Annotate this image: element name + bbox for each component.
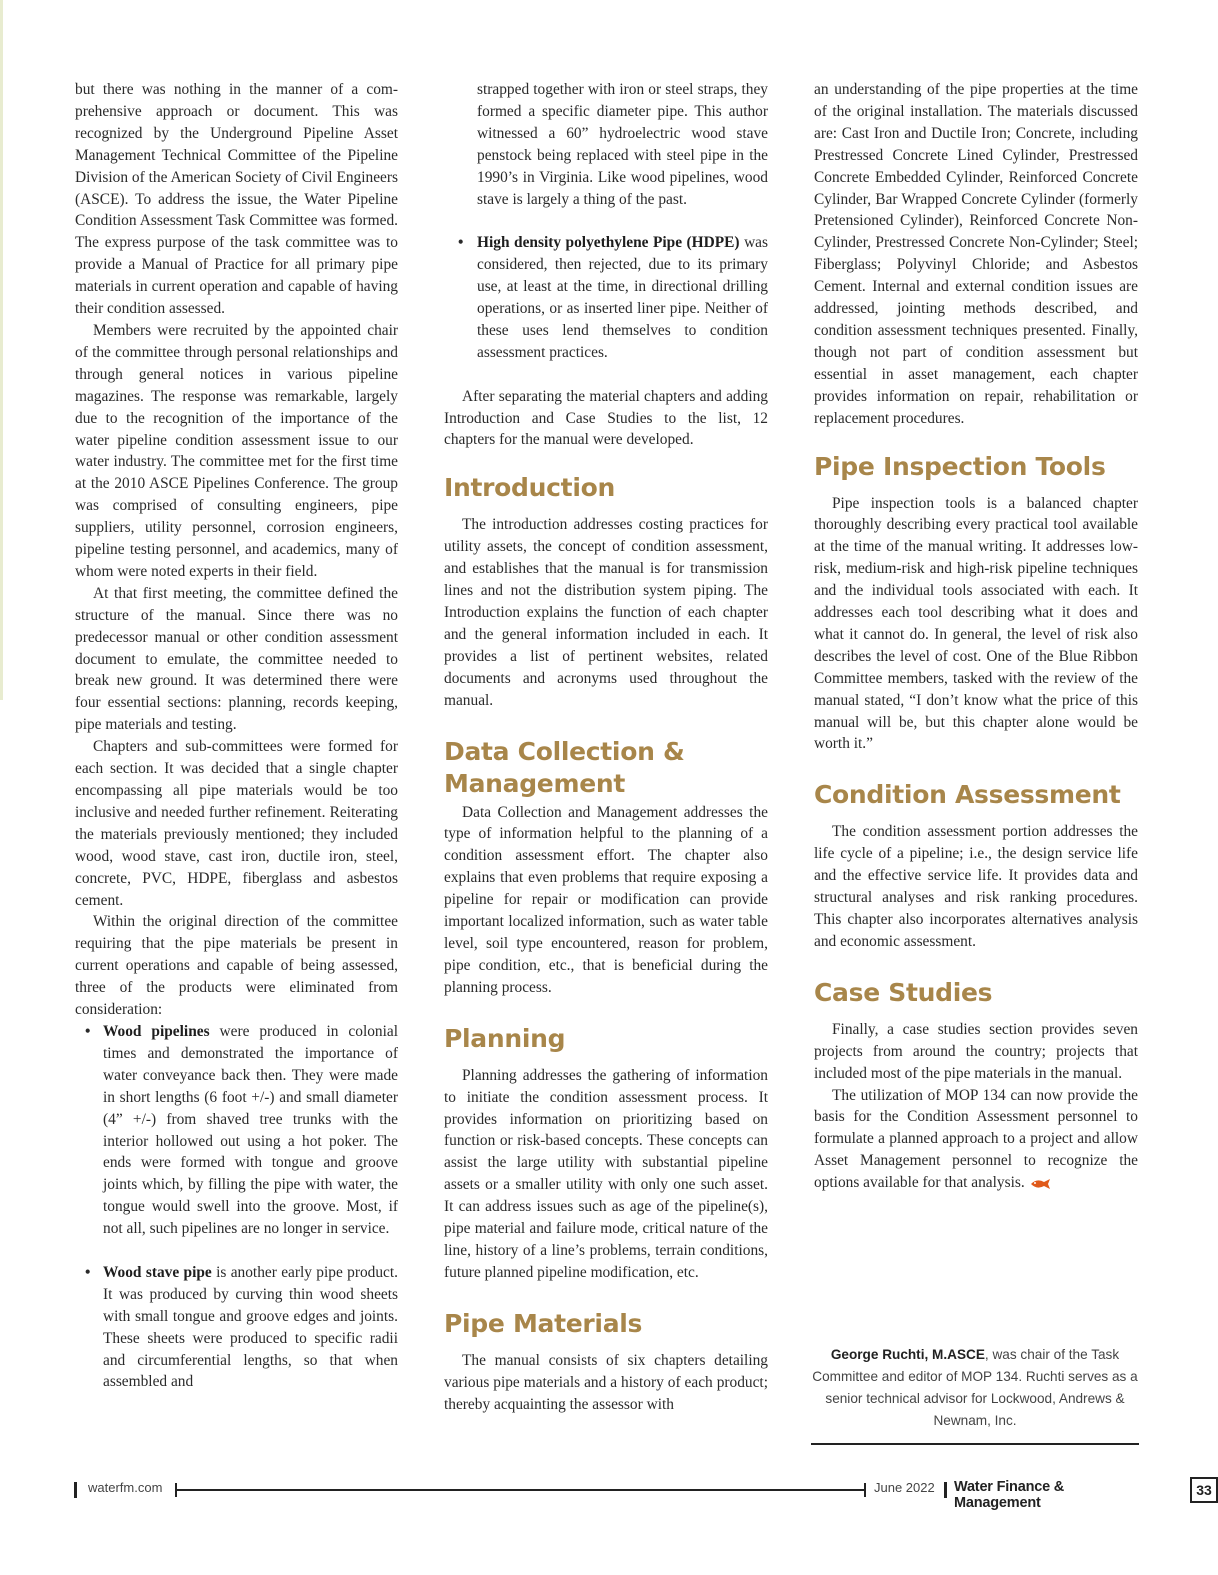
section-heading-planning: Planning <box>444 1023 566 1053</box>
list-item <box>75 1262 398 1393</box>
author-bio-text: , was chair of the Task Committee and editor of MOP 134. Ruchti serves as a senior technical advisor for Lockwood, Andrews & Newnam, Inc. <box>812 1347 1138 1428</box>
eliminated-materials-list-continued <box>448 79 768 364</box>
article-column-1 <box>75 79 398 1393</box>
footer-rule <box>175 1489 865 1491</box>
list-item-text: was considered, then rejected, due to its primary use, at least at the time, in directional drilling operations, or as inserted liner pipe. Neither of these uses lend themselves to condition assessment practices. <box>477 234 768 361</box>
body-paragraph: Chapters and sub-committees were formed for each section. It was decided that a single chapter encompassing all pipe materials would be too inclusive and needed further refinement. Reiterating the materials previously mentioned; they included wood, wood stave, cast iron, ductile iron, steel, concrete, PVC, HDPE, fiberglass and asbestos cement. <box>75 738 398 909</box>
heading-line: Management <box>444 768 626 798</box>
section-heading-pipe-inspection-tools: Pipe Inspection Tools <box>814 451 1106 481</box>
body-paragraph: but there was nothing in the manner of a comprehensive approach or document. This was recognized by the Underground Pipeline Asset Management Technical Committee of the Pipeline Division of the American Society of Civil Engineers (ASCE). To address the issue, the Water Pipeline Condition Assessment Task Committee was formed. The express purpose of the task committee was to provide a Manual of Practice for all primary pipe materials in current operation and capable of having their condition assessed. <box>75 81 398 318</box>
body-paragraph <box>814 1085 1138 1195</box>
body-paragraph: Finally, a case studies section provides seven projects from around the country; projects that included most of the pipe materials in the manual. <box>814 1020 1138 1082</box>
list-item-text: strapped together with iron or steel straps, they formed a specific diameter pipe. This author witnessed a 60” hydroelectric wood stave penstock being replaced with steel pipe in the 1990’s in Virginia. Like wood pipelines, wood stave is largely a thing of the past. <box>477 81 768 208</box>
list-item-text: is another early pipe product. It was produced by curving thin wood sheets with small tongue and groove edges and joints. These sheets were produced to specific radii and circumferential lengths, so that when assembled and <box>103 1263 398 1391</box>
body-paragraph: Planning addresses the gathering of information to initiate the condition assessment process. It provides information on prioritizing based on function or risk-based concepts. These concepts can assist the large utility with substantial pipeline assets or a smaller utility with only one such asset. It can address issues such as age of the pipeline(s), pipe material and failure mode, critical nature of the line, history of a line’s problems, terrain conditions, future planned pipeline modification, etc. <box>444 1066 768 1281</box>
footer-divider <box>944 1482 947 1498</box>
footer-site-link[interactable]: waterfm.com <box>88 1480 163 1495</box>
page-edge-accent <box>0 0 3 700</box>
eliminated-materials-list <box>75 1021 398 1393</box>
page-number: 33 <box>1190 1477 1218 1503</box>
list-item-lead: High density polyethylene Pipe (HDPE) <box>477 234 740 252</box>
list-item-continued <box>448 79 768 210</box>
author-bio <box>811 1344 1139 1432</box>
author-name: George Ruchti, M.ASCE <box>830 1347 985 1362</box>
section-heading-data-collection <box>444 736 768 800</box>
closing-text: The utilization of MOP 134 can now provide the basis for the Condition Assessment personnel to formulate a planned approach to a project and allow Asset Management personnel to recognize the options available for that analysis. <box>814 1086 1138 1192</box>
page-footer <box>74 1477 1212 1511</box>
bullet-icon: • <box>85 1022 91 1040</box>
fish-end-mark-icon <box>1029 1178 1051 1190</box>
body-paragraph: Members were recruited by the appointed chair of the committee through personal relationships and through general notices in various pipeline magazines. The response was remarkable, largely due to the recognition of the importance of the water pipeline condition assessment issue to our water industry. The committee met for the first time at the 2010 ASCE Pipelines Conference. The group was comprised of consulting engineers, pipe suppliers, utility personnel, corrosion engineers, pipeline testing personnel, and academics, many of whom were noted experts in their field. <box>75 321 398 580</box>
footer-magazine-title: Water Finance & Management <box>954 1479 1065 1511</box>
list-item-lead: Wood pipelines <box>103 1022 210 1040</box>
body-paragraph: After separating the material chapters and adding Introduction and Case Studies to the list, 12 chapters for the manual were developed. <box>444 387 768 449</box>
body-paragraph: The introduction addresses costing practices for utility assets, the concept of condition assessment, and establishes that the manual is for transmission lines and not the distribution system piping. The Introduction explains the function of each chapter and the general information included in each. It provides a list of pertinent websites, related documents and acronyms used throughout the manual. <box>444 516 768 709</box>
footer-date: June 2022 <box>874 1480 935 1495</box>
section-heading-pipe-materials: Pipe Materials <box>444 1308 643 1338</box>
bullet-icon: • <box>85 1263 91 1281</box>
body-paragraph: Data Collection and Management addresses the type of information helpful to the planning of a condition assessment effort. The chapter also explains that even problems that require exposing a pipeline for repair or modification can provide important localized information, such as water table level, soil type encountered, reason for problem, pipe condition, etc., that is beneficial during the planning process. <box>444 803 768 996</box>
bullet-icon: • <box>458 234 464 252</box>
list-item-lead: Wood stave pipe <box>103 1263 212 1281</box>
body-paragraph: At that first meeting, the committee defined the structure of the manual. Since there was no predecessor manual or other condition assessment document to emulate, the committee needed to break new ground. It was determined there were four essential sections: planning, records keeping, pipe materials and testing. <box>75 584 398 734</box>
heading-line: Data Collection & <box>444 736 685 766</box>
list-item <box>75 1021 398 1240</box>
body-paragraph: an understanding of the pipe properties at the time of the original installation. The materials discussed are: Cast Iron and Ductile Iron; Concrete, including Prestressed Concrete Lined Cylinder, Prestressed Concrete Embedded Cylinder, Reinforced Concrete Cylinder, Bar Wrapped Concrete Cylinder (formerly Pretensioned Cylinder), Reinforced Concrete Non-Cylinder, Prestressed Concrete Non-Cylinder; Steel; Fiberglass; Polyvinyl Chloride; and Asbestos Cement. Internal and external condition issues are addressed, jointing methods described, and condition assessment techniques presented. Finally, though not part of condition assessment but essential in asset management, each chapter provides information on repair, rehabilitation or replacement procedures. <box>814 81 1138 427</box>
article-column-3 <box>814 79 1138 1194</box>
body-paragraph: The condition assessment portion addresses the life cycle of a pipeline; i.e., the design service life and the effective service life. It provides data and structural analyses and risk ranking procedures. This chapter also incorporates alternatives analysis and economic assessment. <box>814 823 1138 950</box>
list-item-text: were produced in colonial times and demonstrated the importance of water conveyance back then. They were made in short lengths (6 foot +/-) and small diameter (4” +/-) from shaved tree trunks with the interior hollowed out using a hot poker. The ends were formed with tongue and groove joints which, by filling the pipe with water, the tongue would swell into the groove. Most, if not all, such pipelines are no longer in service. <box>103 1022 398 1238</box>
section-heading-introduction: Introduction <box>444 473 615 503</box>
body-paragraph: The manual consists of six chapters detailing various pipe materials and a history of each product; thereby acquainting the assessor with <box>444 1351 768 1413</box>
section-heading-case-studies: Case Studies <box>814 977 993 1007</box>
body-paragraph: Pipe inspection tools is a balanced chapter thoroughly describing every practical tool available at the time of the manual writing. It addresses low-risk, medium-risk and high-risk pipeline techniques and the individual tools associated with each. It addresses each tool describing what it does and what it cannot do. In general, the level of risk also describes the level of cost. One of the Blue Ribbon Committee members, tasked with the review of the manual stated, “I don’t know what the price of this manual will be, but this chapter alone would be worth it.” <box>814 494 1138 753</box>
section-heading-condition-assessment: Condition Assessment <box>814 780 1121 810</box>
footer-divider <box>74 1482 77 1498</box>
body-paragraph: Within the original direction of the committee requiring that the pipe materials be present in current operations and capable of being assessed, three of the products were eliminated from consideration: <box>75 913 398 1019</box>
footer-divider <box>864 1483 866 1497</box>
article-column-2 <box>444 79 768 1415</box>
list-item <box>448 232 768 363</box>
divider <box>811 1443 1139 1445</box>
